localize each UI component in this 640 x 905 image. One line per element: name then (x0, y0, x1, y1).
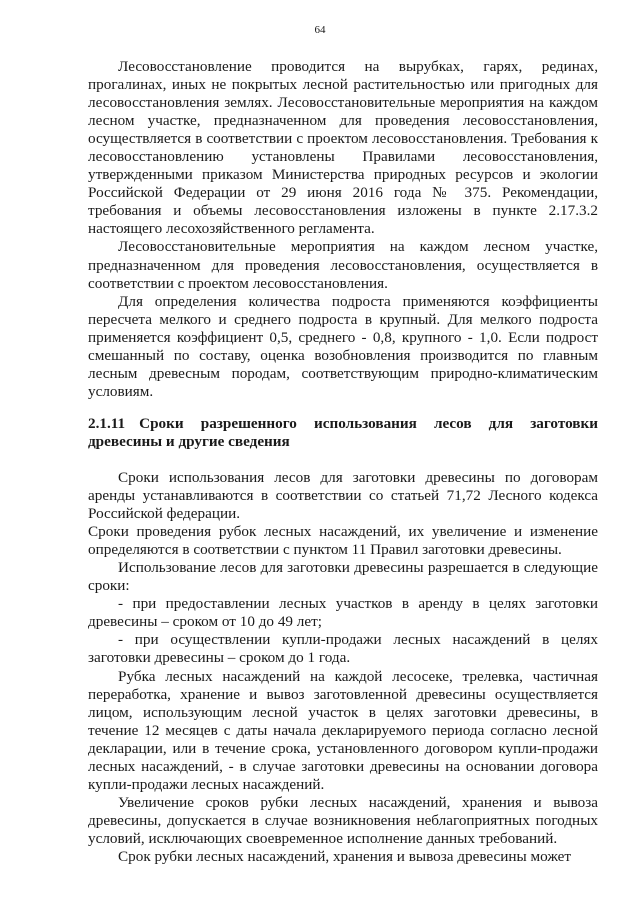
list-item: - при осуществлении купли-продажи лесных насаждений в целях заготовки древесины – сроком до 1 года. (88, 631, 598, 667)
paragraph: Лесовосстановление проводится на вырубках, гарях, рединах, прогалинах, иных не покрытых лесной растительностью или пригодных для лесовосстановления землях. Лесовосстановительные мероприятия на каждом лесном участке, предназначенном для проведения лесовосстановления, осуществляется в соответствии с проектом лесовосстановления. Требования к лесовосстановлению установлены Правилами лесовосстановления, утвержденными приказом Министерства природных ресурсов и экологии Российской Федерации от 29 июня 2016 года № 375. Рекомендации, требования и объемы лесовосстановления изложены в пункте 2.17.3.2 настоящего лесохозяйственного регламента. (88, 58, 598, 238)
section-number: 2.1.11 (88, 414, 126, 432)
section-heading (88, 415, 598, 451)
paragraph: Лесовосстановительные мероприятия на каждом лесном участке, предназначенном для проведения лесовосстановления, осуществляется в соответствии с проектом лесовосстановления. (88, 238, 598, 292)
paragraph: Сроки использования лесов для заготовки древесины по договорам аренды устанавливаются в соответствии со статьей 71,72 Лесного кодекса Российской федерации. (88, 468, 598, 523)
page-number: 64 (314, 24, 326, 36)
paragraph: Для определения количества подроста применяются коэффициенты пересчета мелкого и среднего подроста в крупный. Для мелкого подроста применяется коэффициент 0,5, среднего - 0,8, крупного - 1,0. Если подрост смешанный по составу, оценка возобновления производится по главным лесным древесным породам, соответствующим природно-климатическим условиям. (88, 292, 598, 400)
document-body (88, 58, 598, 866)
paragraph: Сроки проведения рубок лесных насаждений, их увеличение и изменение определяются в соответствии с пунктом 11 Правил заготовки древесины. (88, 523, 598, 559)
paragraph: Срок рубки лесных насаждений, хранения и вывоза древесины может (118, 847, 572, 865)
paragraph: Рубка лесных насаждений на каждой лесосеке, трелевка, частичная переработка, хранение и вывоз заготовленной древесины осуществляется лицом, использующим лесной участок в целях заготовки древесины, в течение 12 месяцев с даты начала декларируемого периода согласно лесной декларации, или в течение срока, установленного договором купли-продажи лесных насаждений, - в случае заготовки древесины на основании договора купли-продажи лесных насаждений. (88, 667, 598, 793)
paragraph: Использование лесов для заготовки древесины разрешается в следующие сроки: (88, 559, 598, 595)
list-item: - при предоставлении лесных участков в аренду в целях заготовки древесины – сроком от 10 до 49 лет; (88, 595, 598, 631)
section-title: Сроки разрешенного использования лесов для заготовки древесины и другие сведения (88, 414, 598, 450)
paragraph: Увеличение сроков рубки лесных насаждений, хранения и вывоза древесины, допускается в случае возникновения неблагоприятных погодных условий, исключающих своевременное исполнение данных требований. (88, 793, 598, 847)
